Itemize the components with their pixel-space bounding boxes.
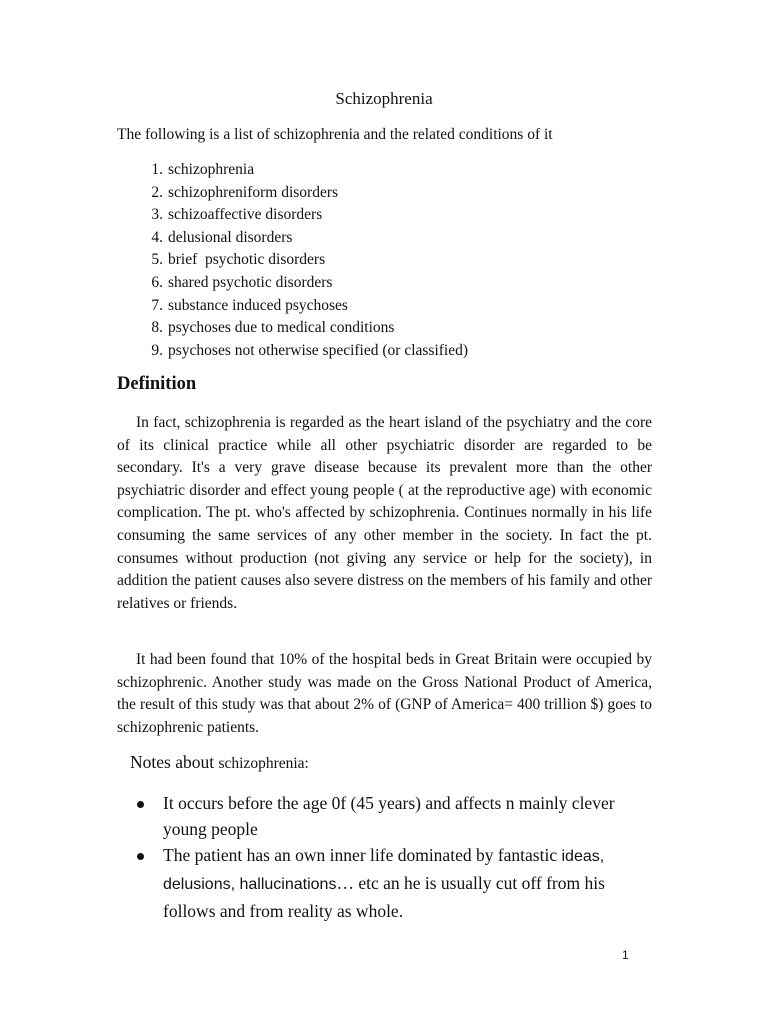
list-item: 5. brief psychotic disorders [151,251,326,269]
intro-text: The following is a list of schizophrenia and the related conditions of it [117,126,553,143]
bullet-icon [137,801,144,808]
list-item [137,842,657,924]
bullet-text-suffix: … etc an he is usually cut off from his follows and from reality as whole. [163,873,605,921]
bullet-text-prefix: The patient has an own inner life dominated by fantastic [163,845,562,865]
notes-list [137,790,657,924]
bullet-terms: ideas, delusions, hallucinations [163,848,605,893]
definition-paragraph: In fact, schizophrenia is regarded as the heart island of the psychiatry and the core of its clinical practice while all other psychiatric disorder are regarded to be secondary. It's a very grave disease because its prevalent more than the other psychiatric disorder and effect young people ( at the reproductive age) with economic complication. The pt. who's affected by schizophrenia. Continues normally in his life consuming the same services of any other member in the society. In fact the pt. consumes without production (not giving any service or help for the society), in addition the patient causes also severe distress on the members of his family and other relatives or friends. [117,414,652,612]
notes-heading: Notes about schizophrenia: [130,752,309,772]
list-item: 9. psychoses not otherwise specified (or classified) [151,341,469,359]
conditions-list [117,159,657,362]
list-item: 8. psychoses due to medical conditions [151,319,395,337]
definition-heading: Definition [117,374,197,394]
page-number: 1 [622,948,629,962]
list-item: 6. shared psychotic disorders [151,273,333,291]
list-item [137,790,657,842]
list-item: 1. schizophrenia [151,161,255,178]
bullet-text: It occurs before the age 0f (45 years) and affects n mainly clever young people [163,793,615,839]
list-item: 7. substance induced psychoses [151,296,348,314]
list-item: 4. delusional disorders [151,228,293,246]
list-item: 2. schizophreniform disorders [151,183,339,201]
statistics-paragraph: It had been found that 10% of the hospital beds in Great Britain were occupied by schizophrenic. Another study was made on the Gross National Product of America, the result of this study was that about 2% of (GNP of America= 400 trillion $) goes to schizophrenic patients. [117,651,652,736]
page-title: Schizophrenia [335,89,433,108]
bullet-icon [137,853,144,860]
list-item: 3. schizoaffective disorders [151,206,323,224]
